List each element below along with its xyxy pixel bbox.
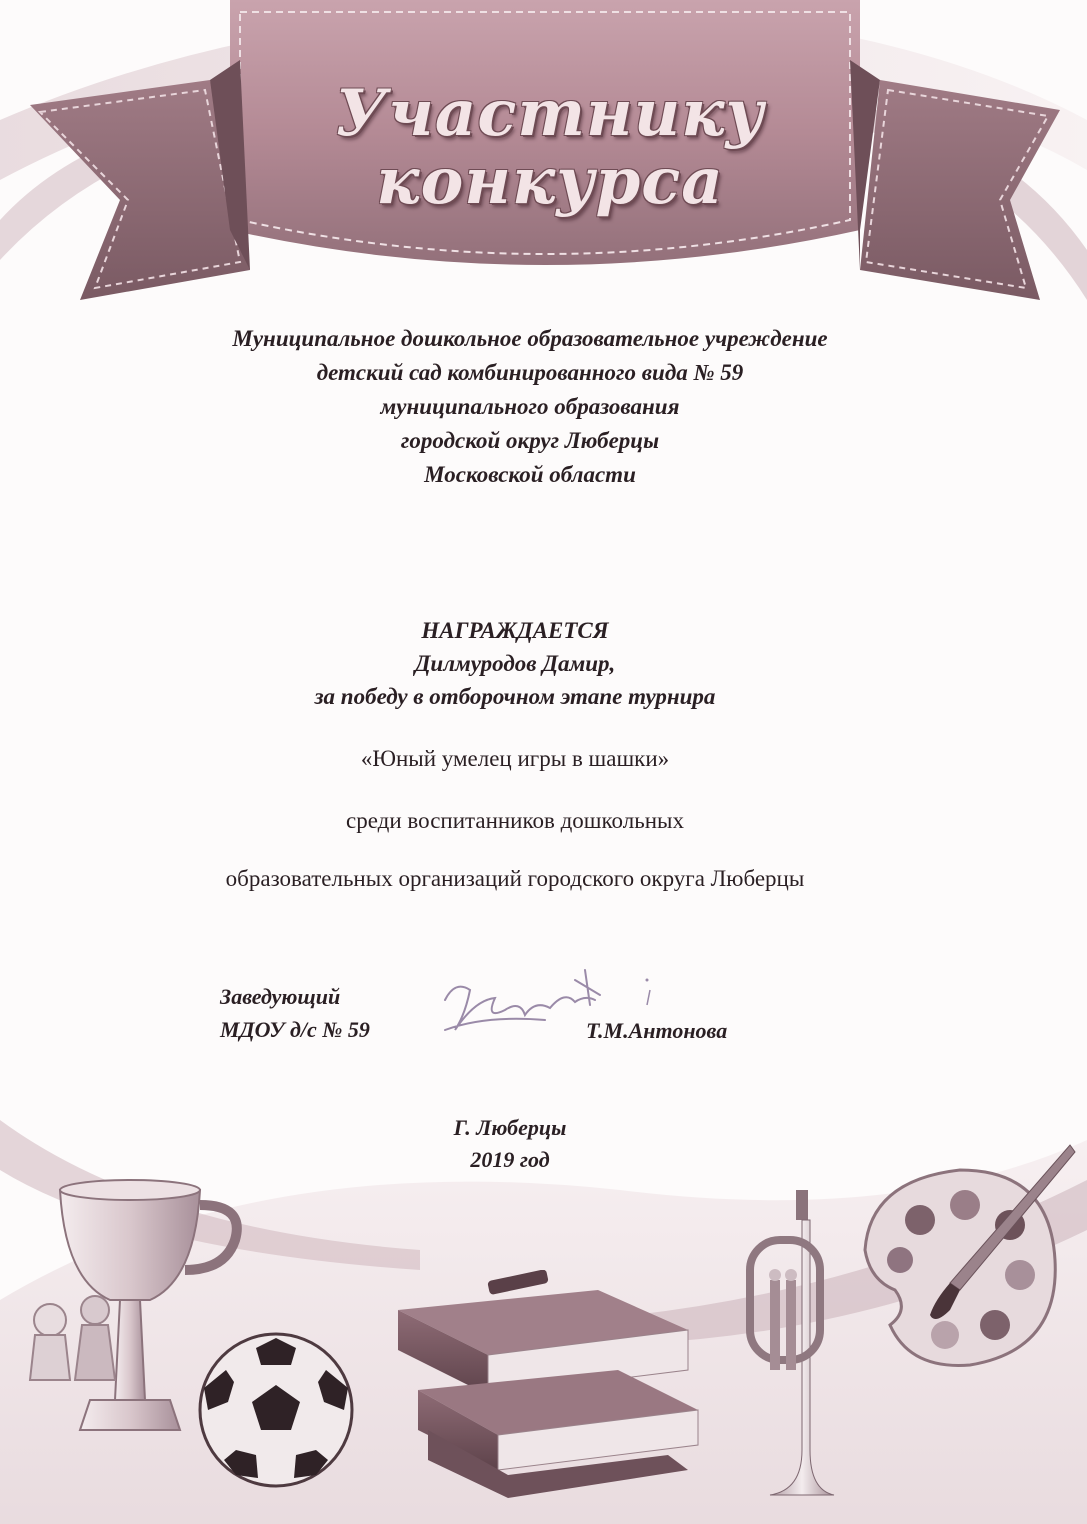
signatory-name: Т.М.Антонова [586, 1018, 728, 1043]
org-line: муниципального образования [380, 394, 680, 419]
banner-title-line1: Участнику [335, 76, 765, 151]
position-line-1: Заведующий [220, 984, 341, 1009]
award-reason: за победу в отборочном этапе турнира [314, 684, 716, 709]
position-line-2: МДОУ д/с № 59 [220, 1017, 370, 1042]
city: Г. Люберцы [453, 1115, 567, 1140]
signatory-position [220, 980, 370, 1046]
soccer-ball-icon [196, 1330, 356, 1490]
chess-pieces-icon [20, 1280, 130, 1400]
tournament-name: «Юный умелец игры в шашки» [360, 746, 670, 771]
organization-name [80, 322, 980, 492]
handwritten-signature [425, 960, 675, 1060]
books-icon [388, 1270, 708, 1500]
paintbrush-icon [920, 1140, 1080, 1330]
audience-line-2: образовательных организаций городского округа Люберцы [225, 866, 805, 891]
year: 2019 год [470, 1147, 550, 1172]
org-line: Московской области [424, 462, 636, 487]
audience-line-1: среди воспитанников дошкольных [346, 808, 684, 833]
banner-title-line2: конкурса [376, 144, 724, 219]
org-line: Муниципальное дошкольное образовательное учреждение [232, 326, 828, 351]
org-line: детский сад комбинированного вида № 59 [316, 360, 744, 385]
award-section [0, 614, 1030, 713]
org-line: городской округ Люберцы [400, 428, 660, 453]
trumpet-icon [730, 1190, 840, 1500]
award-recipient: Дилмуродов Дамир, [414, 651, 616, 676]
award-heading: НАГРАЖДАЕТСЯ [421, 618, 609, 643]
